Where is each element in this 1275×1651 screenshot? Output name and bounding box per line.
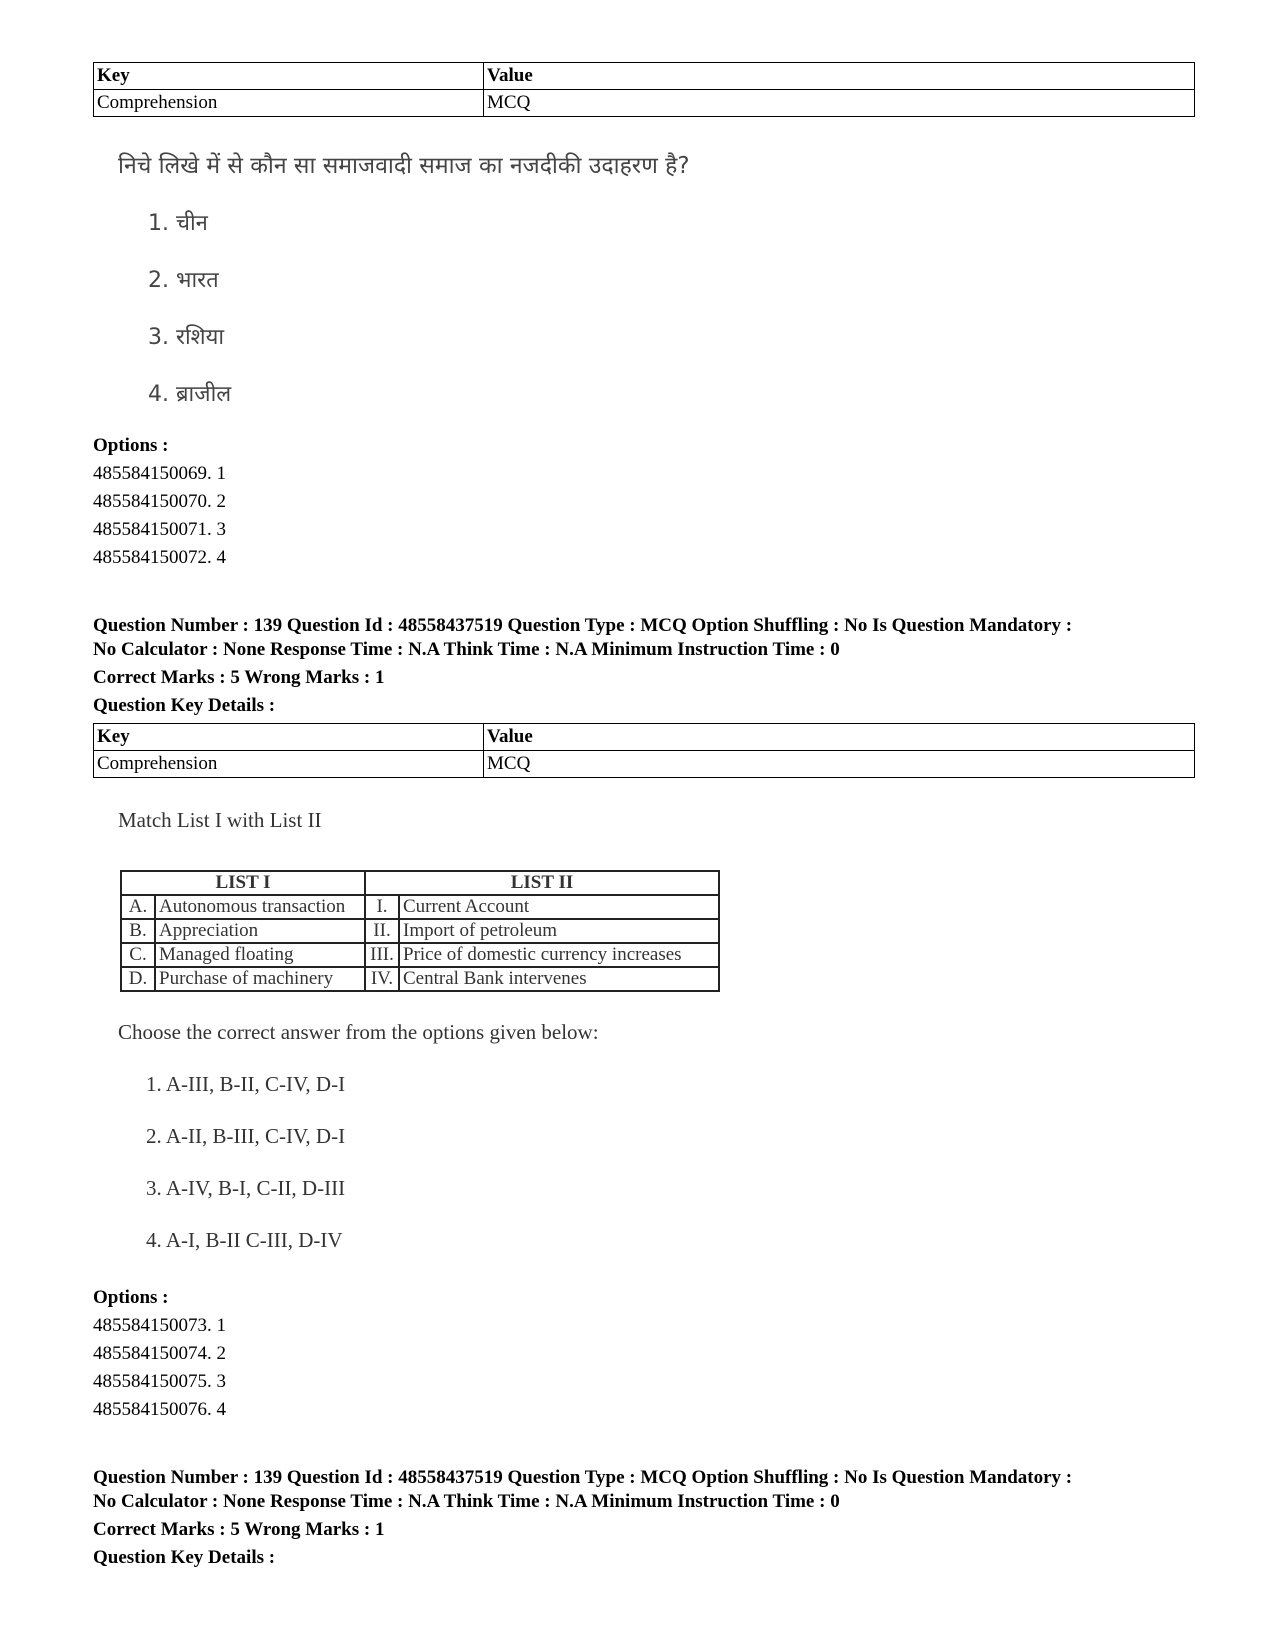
list1-letter: A. [121, 895, 155, 919]
list1-item: Autonomous transaction [155, 895, 365, 919]
options-label: Options : [93, 1287, 169, 1308]
match-table-row [121, 943, 719, 967]
match-list-table [120, 870, 720, 992]
table-row [94, 90, 1195, 117]
question-key-table [93, 723, 1195, 778]
match-table-header [121, 871, 719, 895]
match-table-row [121, 895, 719, 919]
option-item: 485584150070. 2 [93, 491, 226, 512]
question-choice: 4. A-I, B-II C-III, D-IV [146, 1228, 343, 1252]
key-details-label: Question Key Details : [93, 1547, 276, 1568]
question-meta-line: No Calculator : None Response Time : N.A Think Time : N.A Minimum Instruction Time : 0 [93, 639, 840, 660]
marks-line: Correct Marks : 5 Wrong Marks : 1 [93, 667, 385, 688]
option-item: 485584150072. 4 [93, 547, 226, 568]
value-cell: MCQ [484, 751, 1195, 778]
question-choice: 1. A-III, B-II, C-IV, D-I [146, 1072, 346, 1096]
key-cell: Comprehension [94, 751, 484, 778]
value-cell: MCQ [484, 90, 1195, 117]
question-choice: 2. A-II, B-III, C-IV, D-I [146, 1124, 346, 1148]
list1-item: Purchase of machinery [155, 967, 365, 991]
list1-header: LIST I [121, 871, 365, 895]
question-meta-line: No Calculator : None Response Time : N.A Think Time : N.A Minimum Instruction Time : 0 [93, 1491, 840, 1512]
list1-item: Managed floating [155, 943, 365, 967]
question-choice: 1. चीन [148, 211, 208, 236]
options-label: Options : [93, 435, 169, 456]
match-table-row [121, 967, 719, 991]
list1-letter: D. [121, 967, 155, 991]
list2-numeral: IV. [365, 967, 399, 991]
key-details-label: Question Key Details : [93, 695, 276, 716]
key-header: Key [94, 63, 484, 90]
table-header-row [94, 63, 1195, 90]
option-item: 485584150069. 1 [93, 463, 226, 484]
match-table-row [121, 919, 719, 943]
list2-numeral: III. [365, 943, 399, 967]
question-key-table [93, 62, 1195, 117]
list2-numeral: II. [365, 919, 399, 943]
list2-item: Central Bank intervenes [399, 967, 719, 991]
table-row [94, 751, 1195, 778]
question-instruction: Choose the correct answer from the options given below: [118, 1020, 599, 1044]
key-header: Key [94, 724, 484, 751]
question-meta-line: Question Number : 139 Question Id : 48558437519 Question Type : MCQ Option Shuffling : No Is Question Mandatory : [93, 615, 1073, 636]
list2-header: LIST II [365, 871, 719, 895]
question-choice: 3. A-IV, B-I, C-II, D-III [146, 1176, 346, 1200]
option-item: 485584150071. 3 [93, 519, 226, 540]
question-choice: 2. भारत [148, 268, 219, 293]
option-item: 485584150074. 2 [93, 1343, 226, 1364]
list2-numeral: I. [365, 895, 399, 919]
list1-letter: B. [121, 919, 155, 943]
question-choice: 3. रशिया [148, 325, 225, 350]
question-text: निचे लिखे में से कौन सा समाजवादी समाज का नजदीकी उदाहरण है? [118, 153, 690, 179]
option-item: 485584150076. 4 [93, 1399, 226, 1420]
value-header: Value [484, 724, 1195, 751]
list2-item: Import of petroleum [399, 919, 719, 943]
list1-letter: C. [121, 943, 155, 967]
list2-item: Current Account [399, 895, 719, 919]
question-choice: 4. ब्राजील [148, 382, 232, 407]
list1-item: Appreciation [155, 919, 365, 943]
question-intro: Match List I with List II [118, 808, 322, 832]
list2-item: Price of domestic currency increases [399, 943, 719, 967]
marks-line: Correct Marks : 5 Wrong Marks : 1 [93, 1519, 385, 1540]
option-item: 485584150073. 1 [93, 1315, 226, 1336]
value-header: Value [484, 63, 1195, 90]
option-item: 485584150075. 3 [93, 1371, 226, 1392]
question-meta-line: Question Number : 139 Question Id : 48558437519 Question Type : MCQ Option Shuffling : No Is Question Mandatory : [93, 1467, 1073, 1488]
table-header-row [94, 724, 1195, 751]
key-cell: Comprehension [94, 90, 484, 117]
